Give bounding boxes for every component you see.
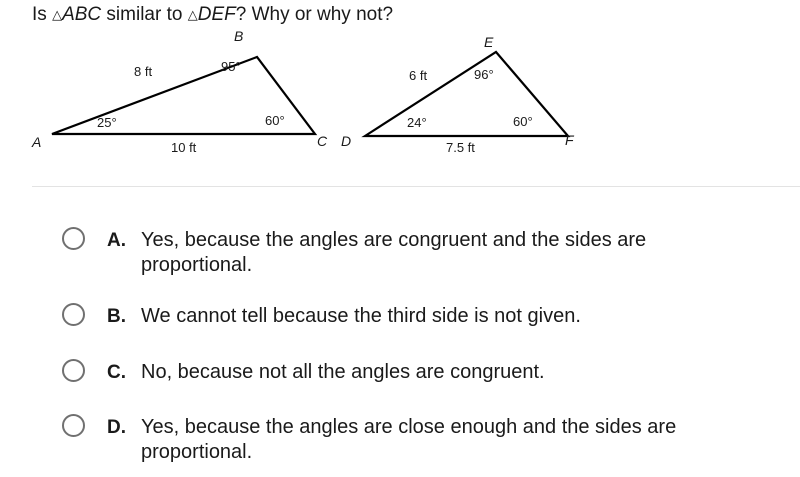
choice-c[interactable] xyxy=(62,360,762,385)
radio-button-a[interactable] xyxy=(62,227,85,250)
choice-a-line1: Yes, because the angles are congruent and the sides are xyxy=(141,229,647,251)
choice-a-letter: A. xyxy=(107,230,126,251)
vertex-c-label: C xyxy=(317,133,328,149)
triangles-figure xyxy=(0,0,800,180)
choice-d-text[interactable] xyxy=(141,415,676,465)
vertex-b-label: B xyxy=(234,28,244,44)
side-ab-label: 8 ft xyxy=(134,64,153,79)
choice-a-text[interactable] xyxy=(141,228,646,278)
side-df-label: 7.5 ft xyxy=(446,140,475,155)
side-ac-label: 10 ft xyxy=(171,140,197,155)
choice-c-text[interactable] xyxy=(141,360,545,385)
choice-b-text[interactable] xyxy=(141,304,581,329)
triangle-abc-name: ABC xyxy=(62,4,102,25)
choice-d-letter: D. xyxy=(107,417,126,438)
angle-c-label: 60° xyxy=(265,113,285,128)
triangle-symbol-icon: △ xyxy=(187,7,198,22)
triangle-symbol-icon: △ xyxy=(52,7,63,22)
radio-button-d[interactable] xyxy=(62,414,85,437)
vertex-f-label: F xyxy=(565,132,574,148)
choice-c-letter: C. xyxy=(107,362,126,383)
side-de-label: 6 ft xyxy=(409,68,428,83)
triangle-def xyxy=(365,52,568,136)
choice-c-line1: No, because not all the angles are congruent. xyxy=(141,361,545,383)
vertex-d-label: D xyxy=(341,133,352,149)
angle-d-label: 24° xyxy=(407,115,427,130)
radio-button-b[interactable] xyxy=(62,303,85,326)
vertex-e-label: E xyxy=(484,34,494,50)
vertex-a-label: A xyxy=(32,134,42,150)
choice-b[interactable] xyxy=(62,304,762,329)
choice-a-line2: proportional. xyxy=(141,254,253,276)
question-suffix: ? Why or why not? xyxy=(235,4,394,25)
question-prefix: Is xyxy=(32,4,53,25)
choice-b-line1: We cannot tell because the third side is not given. xyxy=(141,305,581,327)
angle-b-label: 95° xyxy=(221,59,241,74)
choice-b-letter: B. xyxy=(107,306,126,327)
angle-a-label: 25° xyxy=(97,115,117,130)
angle-f-label: 60° xyxy=(513,114,533,129)
choice-d[interactable] xyxy=(62,415,762,465)
divider xyxy=(32,186,800,187)
choice-d-line2: proportional. xyxy=(141,441,253,463)
question-middle: similar to xyxy=(101,4,188,25)
radio-button-c[interactable] xyxy=(62,359,85,382)
angle-e-label: 96° xyxy=(474,67,494,82)
choice-d-line1: Yes, because the angles are close enough and the sides are xyxy=(141,416,677,438)
choice-a[interactable] xyxy=(62,228,762,278)
triangle-def-name: DEF xyxy=(197,4,236,25)
